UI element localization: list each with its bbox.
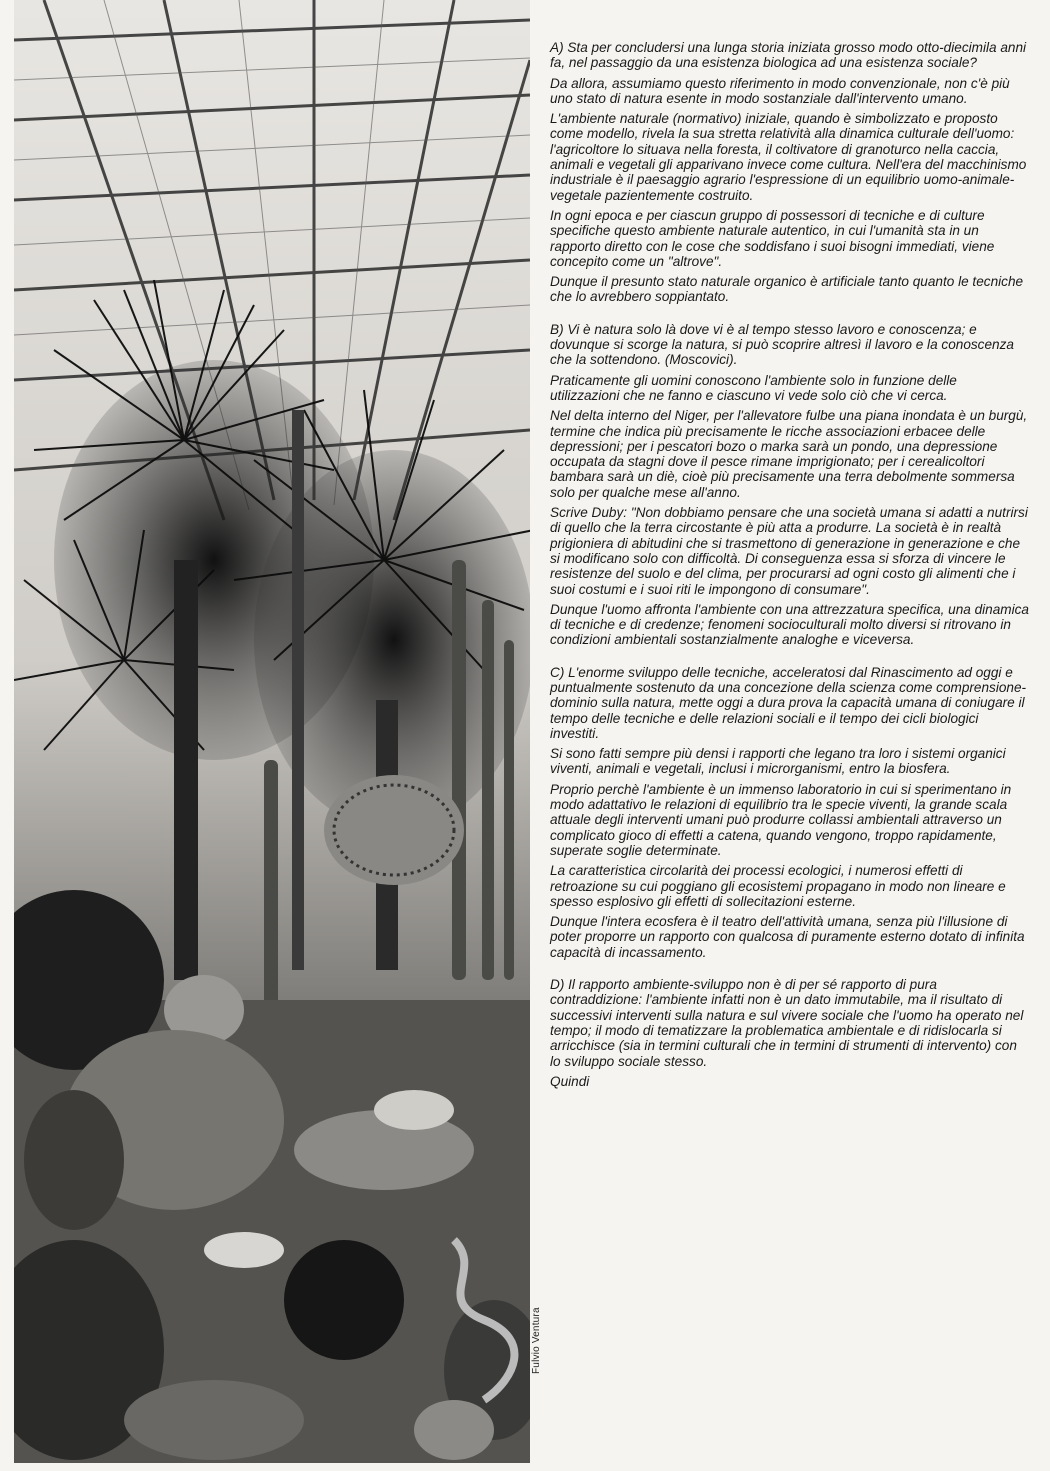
paragraph: Nel delta interno del Niger, per l'allevatore fulbe una piana inondata è un burgù, termine che indica più precisamente le ricche associazioni erbacee delle depressioni; per i pescatori bozo o marka sarà un pondo, una depressione occupata da stagni dove il pesce rimane imprigionato; per i cerealicoltori bambara sarà un diè, cioè più precisamente una terra debolmente sommersa solo per qualche mese all'anno. xyxy=(550,408,1028,500)
paragraph: La caratteristica circolarità dei processi ecologici, i numerosi effetti di retroazione su cui poggiano gli ecosistemi propagano in modo non lineare e spesso esplosivo gli effetti di sollecitazioni esterne. xyxy=(550,863,1006,909)
section-b xyxy=(550,322,1030,648)
paragraph: Da allora, assumiamo questo riferimento in modo convenzionale, non c'è più uno stato di natura esente in modo sostanziale dall'intervento umano. xyxy=(550,75,1010,106)
section-c xyxy=(550,665,1030,960)
paragraph: D) Il rapporto ambiente-sviluppo non è di per sé rapporto di pura contraddizione: l'ambiente infatti non è un dato immutabile, ma il risultato di successivi interventi sulla natura e sul vivere sociale che l'uomo ha operato nel tempo; il modo di tematizzare la problematica ambientale e di ridislocarla si arricchisce (sia in termini culturali che in termini di strumenti di intervento) con lo sviluppo sociale stesso. xyxy=(550,977,1024,1069)
greenhouse-cactus-photo xyxy=(14,0,530,1463)
section-d xyxy=(550,977,1030,1089)
paragraph: C) L'enorme sviluppo delle tecniche, acceleratosi dal Rinascimento ad oggi e puntualmente sostenuto da una concezione della scienza come comprensione-dominio sulla natura, mette oggi a dura prova la capacità umana di coniugare il tempo delle tecniche e delle relazioni sociali e il tempo dei cicli biologici investiti. xyxy=(550,664,1027,741)
paragraph: Proprio perchè l'ambiente è un immenso laboratorio in cui si sperimentano in modo adattativo le relazioni di equilibrio tra le specie viventi, la grande scala attuale degli interventi umani può produrre collassi ambientali attraverso un complicato gioco di effetti a catena, quando vengono, troppo rapidamente, superate soglie determinate. xyxy=(550,781,1012,858)
photo-credit: Fulvio Ventura xyxy=(531,1307,542,1374)
paragraph: Scrive Duby: "Non dobbiamo pensare che una società umana si adatti a nutrirsi di quello che la terra circostante è più atta a produrre. La società è in realtà prigioniera di abitudini che si trasmettono di generazione in generazione e che si modificano solo con difficoltà. Di conseguenza essa si sforza di vincere le resistenze del suolo e del clima, per procurarsi ad ogni costo gli alimenti che i suoi costumi e i suoi riti le impongono di consumare". xyxy=(550,505,1028,597)
paragraph: Praticamente gli uomini conoscono l'ambiente solo in funzione delle utilizzazioni che ne fanno e ciascuno vi vede solo ciò che vi cerca. xyxy=(550,372,957,403)
article-text xyxy=(550,40,1030,1106)
paragraph: B) Vi è natura solo là dove vi è al tempo stesso lavoro e conoscenza; e dovunque si scorge la natura, si può scoprire altresì il lavoro e la conoscenza che la sottendono. (Moscovici). xyxy=(550,321,1014,368)
paragraph: Dunque l'uomo affronta l'ambiente con una attrezzatura specifica, una dinamica di tecniche e di credenze; fenomeni socioculturali molto diversi si ritrovano in condizioni ambientali sostanzialmente analoghe e viceversa. xyxy=(550,601,1029,648)
paragraph: Si sono fatti sempre più densi i rapporti che legano tra loro i sistemi organici viventi, animali e vegetali, inclusi i microrganismi, entro la biosfera. xyxy=(550,746,1006,777)
paragraph: L'ambiente naturale (normativo) iniziale, quando è simbolizzato e proposto come modello, rivela la sua stretta relatività alla dinamica culturale dell'uomo: l'agricoltore lo situava nella foresta, il coltivatore di granoturco nella caccia, animali e vegetali gli apparivano invece come cultura. Nell'era del macchinismo industriale è il paesaggio agrario l'espressione di un equilibrio uomo-animale-vegetale pazientemente costruito. xyxy=(550,111,1027,203)
paragraph: Dunque il presunto stato naturale organico è artificiale tanto quanto le tecniche che lo avrebbero soppiantato. xyxy=(550,274,1024,305)
paragraph: Quindi xyxy=(550,1073,590,1089)
paragraph: In ogni epoca e per ciascun gruppo di possessori di tecniche e di culture specifiche questo ambiente naturale autentico, in cui l'umanità sta in un rapporto diretto con le cose che soddisfano i suoi bisogni immediati, viene concepito come un "altrove". xyxy=(550,207,995,269)
paragraph: Dunque l'intera ecosfera è il teatro dell'attività umana, senza più l'illusione di poter proporre un rapporto con qualcosa di puramente esterno dotato di infinita capacità di incassamento. xyxy=(550,914,1025,960)
section-a xyxy=(550,40,1030,305)
paragraph: A) Sta per concludersi una lunga storia iniziata grosso modo otto-diecimila anni fa, nel passaggio da una esistenza biologica ad una esistenza sociale? xyxy=(550,40,1027,71)
